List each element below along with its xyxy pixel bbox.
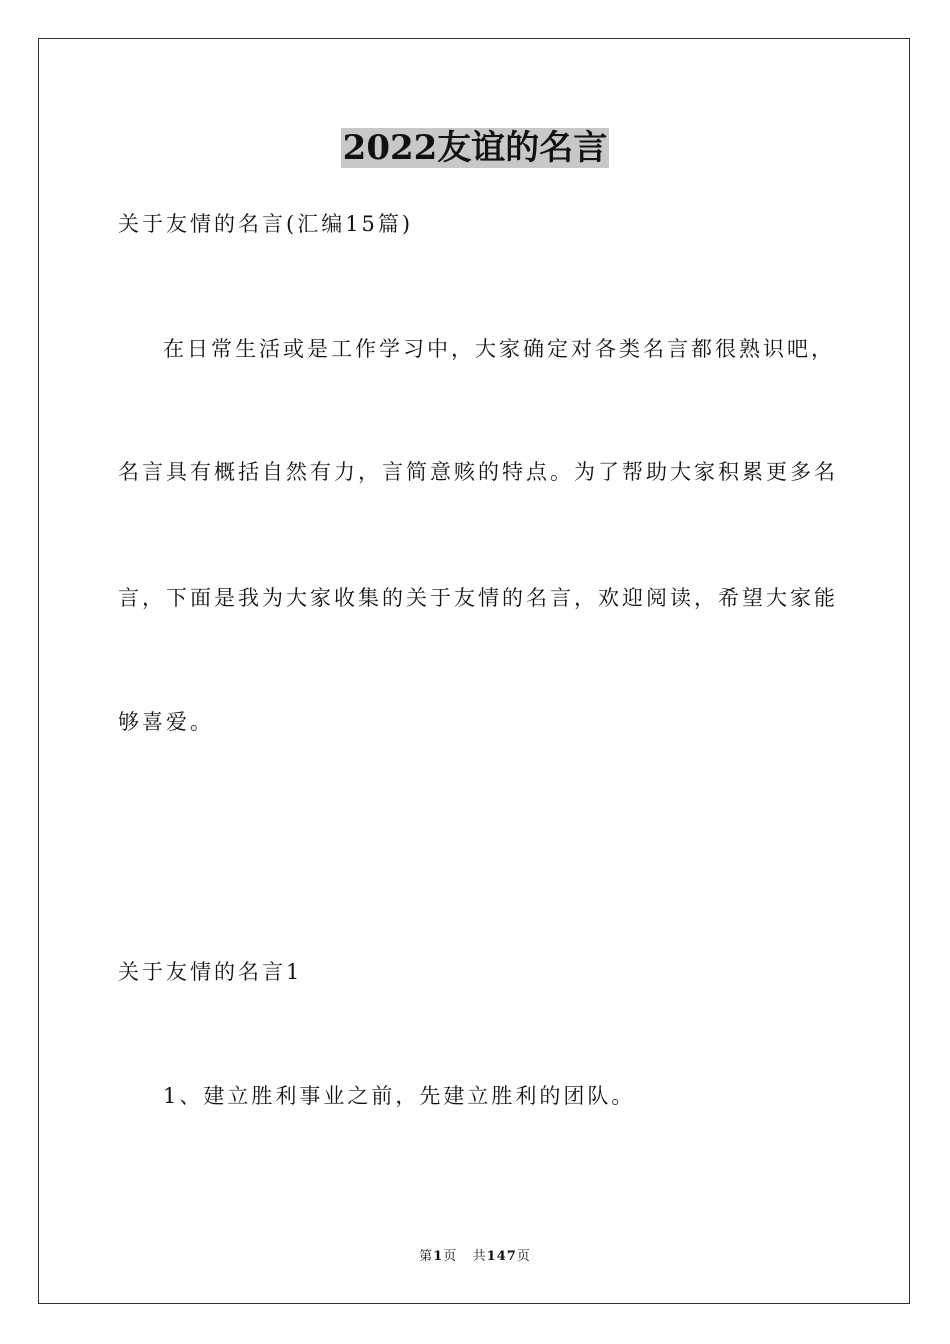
document-title: 2022友谊的名言 (342, 128, 608, 168)
intro-line-1: 在日常生活或是工作学习中，大家确定对各类名言都很熟识吧， (163, 337, 835, 361)
total-prefix: 共 (472, 1249, 487, 1264)
document-subtitle: 关于友情的名言(汇编15篇) (118, 212, 414, 236)
total-suffix: 页 (516, 1249, 531, 1264)
total-pages: 147 (486, 1249, 517, 1264)
intro-line-3: 言，下面是我为大家收集的关于友情的名言，欢迎阅读，希望大家能 (118, 586, 838, 610)
page-suffix: 页 (443, 1249, 458, 1264)
page-number: 1 (433, 1249, 444, 1264)
page-footer (0, 1248, 950, 1266)
section-heading: 关于友情的名言1 (118, 960, 303, 984)
intro-line-4: 够喜爱。 (118, 710, 214, 734)
intro-line-2: 名言具有概括自然有力，言简意赅的特点。为了帮助大家积累更多名 (118, 460, 838, 484)
title-container (0, 128, 950, 168)
page-prefix: 第 (419, 1249, 434, 1264)
quote-item: 1、建立胜利事业之前，先建立胜利的团队。 (163, 1084, 636, 1108)
